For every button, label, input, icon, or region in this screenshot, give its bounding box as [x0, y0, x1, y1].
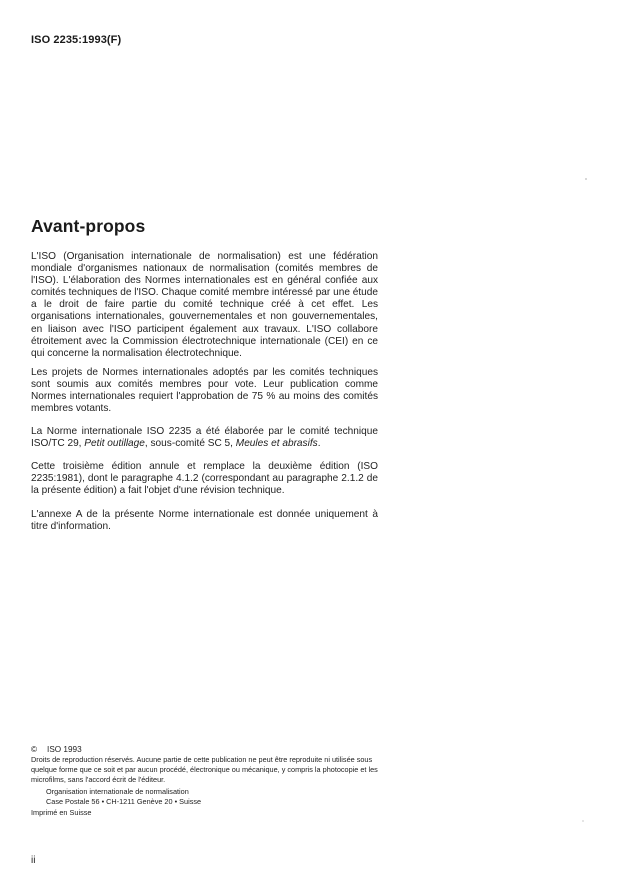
copyright-symbol: © — [31, 745, 38, 754]
copyright-line — [31, 745, 82, 754]
copyright-text: ISO 1993 — [47, 745, 82, 754]
page-number: ii — [31, 855, 36, 866]
paragraph-annex: L'annexe A de la présente Norme internationale est donnée uniquement à titre d'information. — [31, 509, 378, 533]
committee-text-1: La Norme internationale ISO 2235 a été élaborée par le comité technique ISO/TC 29, — [31, 426, 378, 450]
scan-speck — [585, 178, 587, 180]
rights-notice: Droits de reproduction réservés. Aucune partie de cette publication ne peut être reproduite ni utilisée sous quelque forme que ce soit et par aucun procédé, électronique ou mécanique, y compris la photocopie et les microfilms, sans l'accord écrit de l'éditeur. — [31, 755, 378, 784]
section-title: Avant-propos — [31, 216, 146, 236]
paragraph-edition: Cette troisième édition annule et remplace la deuxième édition (ISO 2235:1981), dont le paragraphe 4.1.2 (correspondant au paragraphe 2.1.2 de la présente édition) a fait l'objet d'une révision technique. — [31, 461, 378, 497]
paragraph-committee — [31, 426, 378, 450]
organisation-address: Case Postale 56 • CH-1211 Genève 20 • Suisse — [46, 797, 202, 806]
scan-speck — [582, 820, 584, 822]
paragraph-draft-approval: Les projets de Normes internationales adoptés par les comités techniques sont soumis aux comités membres pour vote. Leur publication comme Normes internationales requiert l'approbation de 75 % au moins des comités membres votants. — [31, 367, 378, 415]
subcommittee-name: Meules et abrasifs — [235, 438, 318, 450]
committee-name: Petit outillage — [84, 438, 145, 450]
printed-in: Imprimé en Suisse — [31, 808, 92, 817]
organisation-block — [46, 787, 201, 807]
paragraph-iso-intro: L'ISO (Organisation internationale de normalisation) est une fédération mondiale d'organismes nationaux de normalisation (comités membres de l'ISO). L'élaboration des Normes internationales est en général confiée aux comités techniques de l'ISO. Chaque comité membre intéressé par une étude a le droit de faire partie du comité technique créé à cet effet. Les organisations internationales, gouvernementales et non gouvernementales, en liaison avec l'ISO participent également aux travaux. L'ISO collabore étroitement avec la Commission électrotechnique internationale (CEI) en ce qui concerne la normalisation électrotechnique. — [31, 251, 378, 359]
committee-text-2: , sous-comité SC 5, — [144, 438, 236, 450]
organisation-name: Organisation internationale de normalisation — [46, 787, 189, 796]
committee-text-3: . — [317, 438, 321, 450]
document-id: ISO 2235:1993(F) — [31, 34, 122, 46]
